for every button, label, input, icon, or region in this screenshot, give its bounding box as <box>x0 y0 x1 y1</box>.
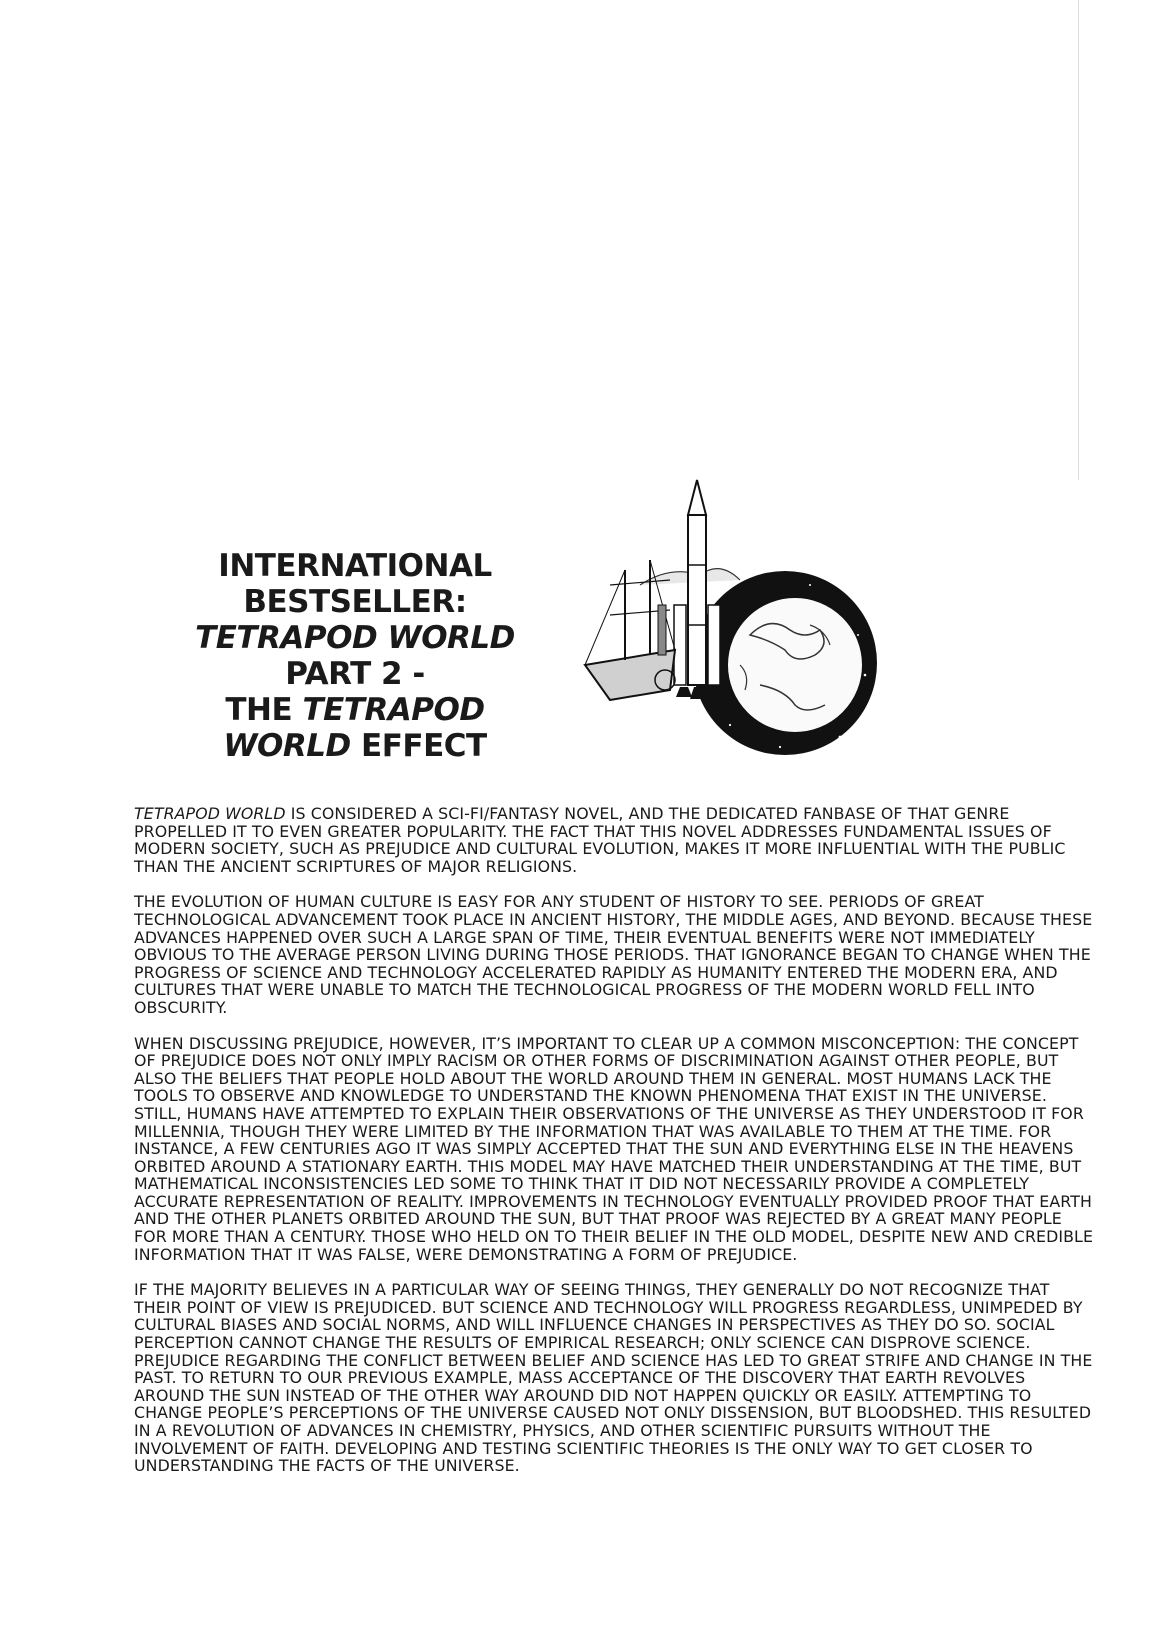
title-line-6 <box>195 728 515 764</box>
title-line-6-suffix: EFFECT <box>350 728 487 764</box>
paragraph-3: WHEN DISCUSSING PREJUDICE, HOWEVER, IT’S IMPORTANT TO CLEAR UP A COMMON MISCONCEPTION: THE CONCEPT OF PREJUDICE DOES NOT ONLY IMPLY RACISM OR OTHER FORMS OF DISCRIMINATION AGAINST OTHER PEOPLE, BUT ALSO THE BELIEFS THAT PEOPLE HOLD ABOUT THE WORLD AROUND THEM IN GENERAL. MOST HUMANS LACK THE TOOLS TO OBSERVE AND KNOWLEDGE TO UNDERSTAND THE KNOWN PHENOMENA THAT EXIST IN THE UNIVERSE. STILL, HUMANS HAVE ATTEMPTED TO EXPLAIN THEIR OBSERVATIONS OF THE UNIVERSE AS THEY UNDERSTOOD IT FOR MILLENNIA, THOUGH THEY WERE LIMITED BY THE INFORMATION THAT WAS AVAILABLE TO THEM AT THE TIME. FOR INSTANCE, A FEW CENTURIES AGO IT WAS SIMPLY ACCEPTED THAT THE SUN AND EVERYTHING ELSE IN THE HEAVENS ORBITED AROUND A STATIONARY EARTH. THIS MODEL MAY HAVE MATCHED THEIR UNDERSTANDING AT THE TIME, BUT MATHEMATICAL INCONSISTENCIES LED SOME TO THINK THAT IT DID NOT NECESSARILY PROVIDE A COMPLETELY ACCURATE REPRESENTATION OF REALITY. IMPROVEMENTS IN TECHNOLOGY EVENTUALLY PROVIDED PROOF THAT EARTH AND THE OTHER PLANETS ORBITED AROUND THE SUN, BUT THAT PROOF WAS REJECTED BY A GREAT MANY PEOPLE FOR MORE THAN A CENTURY. THOSE WHO HELD ON TO THEIR BELIEF IN THE OLD MODEL, DESPITE NEW AND CREDIBLE INFORMATION THAT IT WAS FALSE, WERE DEMONSTRATING A FORM OF PREJUDICE. <box>134 1033 1094 1264</box>
paragraph-1-text: IS CONSIDERED A SCI-FI/FANTASY NOVEL, AND THE DEDICATED FANBASE OF THAT GENRE PROPELLED IT TO EVEN GREATER POPULARITY. THE FACT THAT THIS NOVEL ADDRESSES FUNDAMENTAL ISSUES OF MODERN SOCIETY, SUCH AS PREJUDICE AND CULTURAL EVOLUTION, MAKES IT MORE INFLUENTIAL WITH THE PUBLIC THAN THE ANCIENT SCRIPTURES OF MAJOR RELIGIONS. <box>134 804 1066 876</box>
ship-rocket-planet-illustration-icon <box>580 475 880 755</box>
title-line-3: TETRAPOD WORLD <box>195 620 515 656</box>
title-line-4: PART 2 - <box>285 656 425 692</box>
article-body <box>134 805 1094 1493</box>
page-title <box>195 548 515 764</box>
title-line-6-italic: WORLD <box>223 728 351 764</box>
paragraph-1 <box>134 805 1094 875</box>
title-line-1: INTERNATIONAL <box>218 548 492 584</box>
novel-title-inline: TETRAPOD WORLD <box>134 804 286 823</box>
paragraph-4: IF THE MAJORITY BELIEVES IN A PARTICULAR WAY OF SEEING THINGS, THEY GENERALLY DO NOT RECOGNIZE THAT THEIR POINT OF VIEW IS PREJUDICED. BUT SCIENCE AND TECHNOLOGY WILL PROGRESS REGARDLESS, UNIMPEDED BY CULTURAL BIASES AND SOCIAL NORMS, AND WILL INFLUENCE CHANGES IN PERSPECTIVES AS THEY DO SO. SOCIAL PERCEPTION CANNOT CHANGE THE RESULTS OF EMPIRICAL RESEARCH; ONLY SCIENCE CAN DISPROVE SCIENCE. PREJUDICE REGARDING THE CONFLICT BETWEEN BELIEF AND SCIENCE HAS LED TO GREAT STRIFE AND CHANGE IN THE PAST. TO RETURN TO OUR PREVIOUS EXAMPLE, MASS ACCEPTANCE OF THE DISCOVERY THAT EARTH REVOLVES AROUND THE SUN INSTEAD OF THE OTHER WAY AROUND DID NOT HAPPEN QUICKLY OR EASILY. ATTEMPTING TO CHANGE PEOPLE’S PERCEPTIONS OF THE UNIVERSE CAUSED NOT ONLY DISSENSION, BUT BLOODSHED. THIS RESULTED IN A REVOLUTION OF ADVANCES IN CHEMISTRY, PHYSICS, AND OTHER SCIENTIFIC PURSUITS WITHOUT THE INVOLVEMENT OF FAITH. DEVELOPING AND TESTING SCIENTIFIC THEORIES IS THE ONLY WAY TO GET CLOSER TO UNDERSTANDING THE FACTS OF THE UNIVERSE. <box>134 1280 1093 1476</box>
title-line-5-italic: TETRAPOD <box>302 692 485 728</box>
title-line-5-prefix: THE <box>225 692 303 728</box>
title-line-2: BESTSELLER: <box>243 584 467 620</box>
title-line-5 <box>195 692 515 728</box>
paragraph-2: THE EVOLUTION OF HUMAN CULTURE IS EASY FOR ANY STUDENT OF HISTORY TO SEE. PERIODS OF GREAT TECHNOLOGICAL ADVANCEMENT TOOK PLACE IN ANCIENT HISTORY, THE MIDDLE AGES, AND BEYOND. BECAUSE THESE ADVANCES HAPPENED OVER SUCH A LARGE SPAN OF TIME, THEIR EVENTUAL BENEFITS WERE NOT IMMEDIATELY OBVIOUS TO THE AVERAGE PERSON LIVING DURING THOSE PERIODS. THAT IGNORANCE BEGAN TO CHANGE WHEN THE PROGRESS OF SCIENCE AND TECHNOLOGY ACCELERATED RAPIDLY AS HUMANITY ENTERED THE MODERN ERA, AND CULTURES THAT WERE UNABLE TO MATCH THE TECHNOLOGICAL PROGRESS OF THE MODERN WORLD FELL INTO OBSCURITY. <box>134 892 1093 1017</box>
page-edge-line <box>1078 0 1079 480</box>
